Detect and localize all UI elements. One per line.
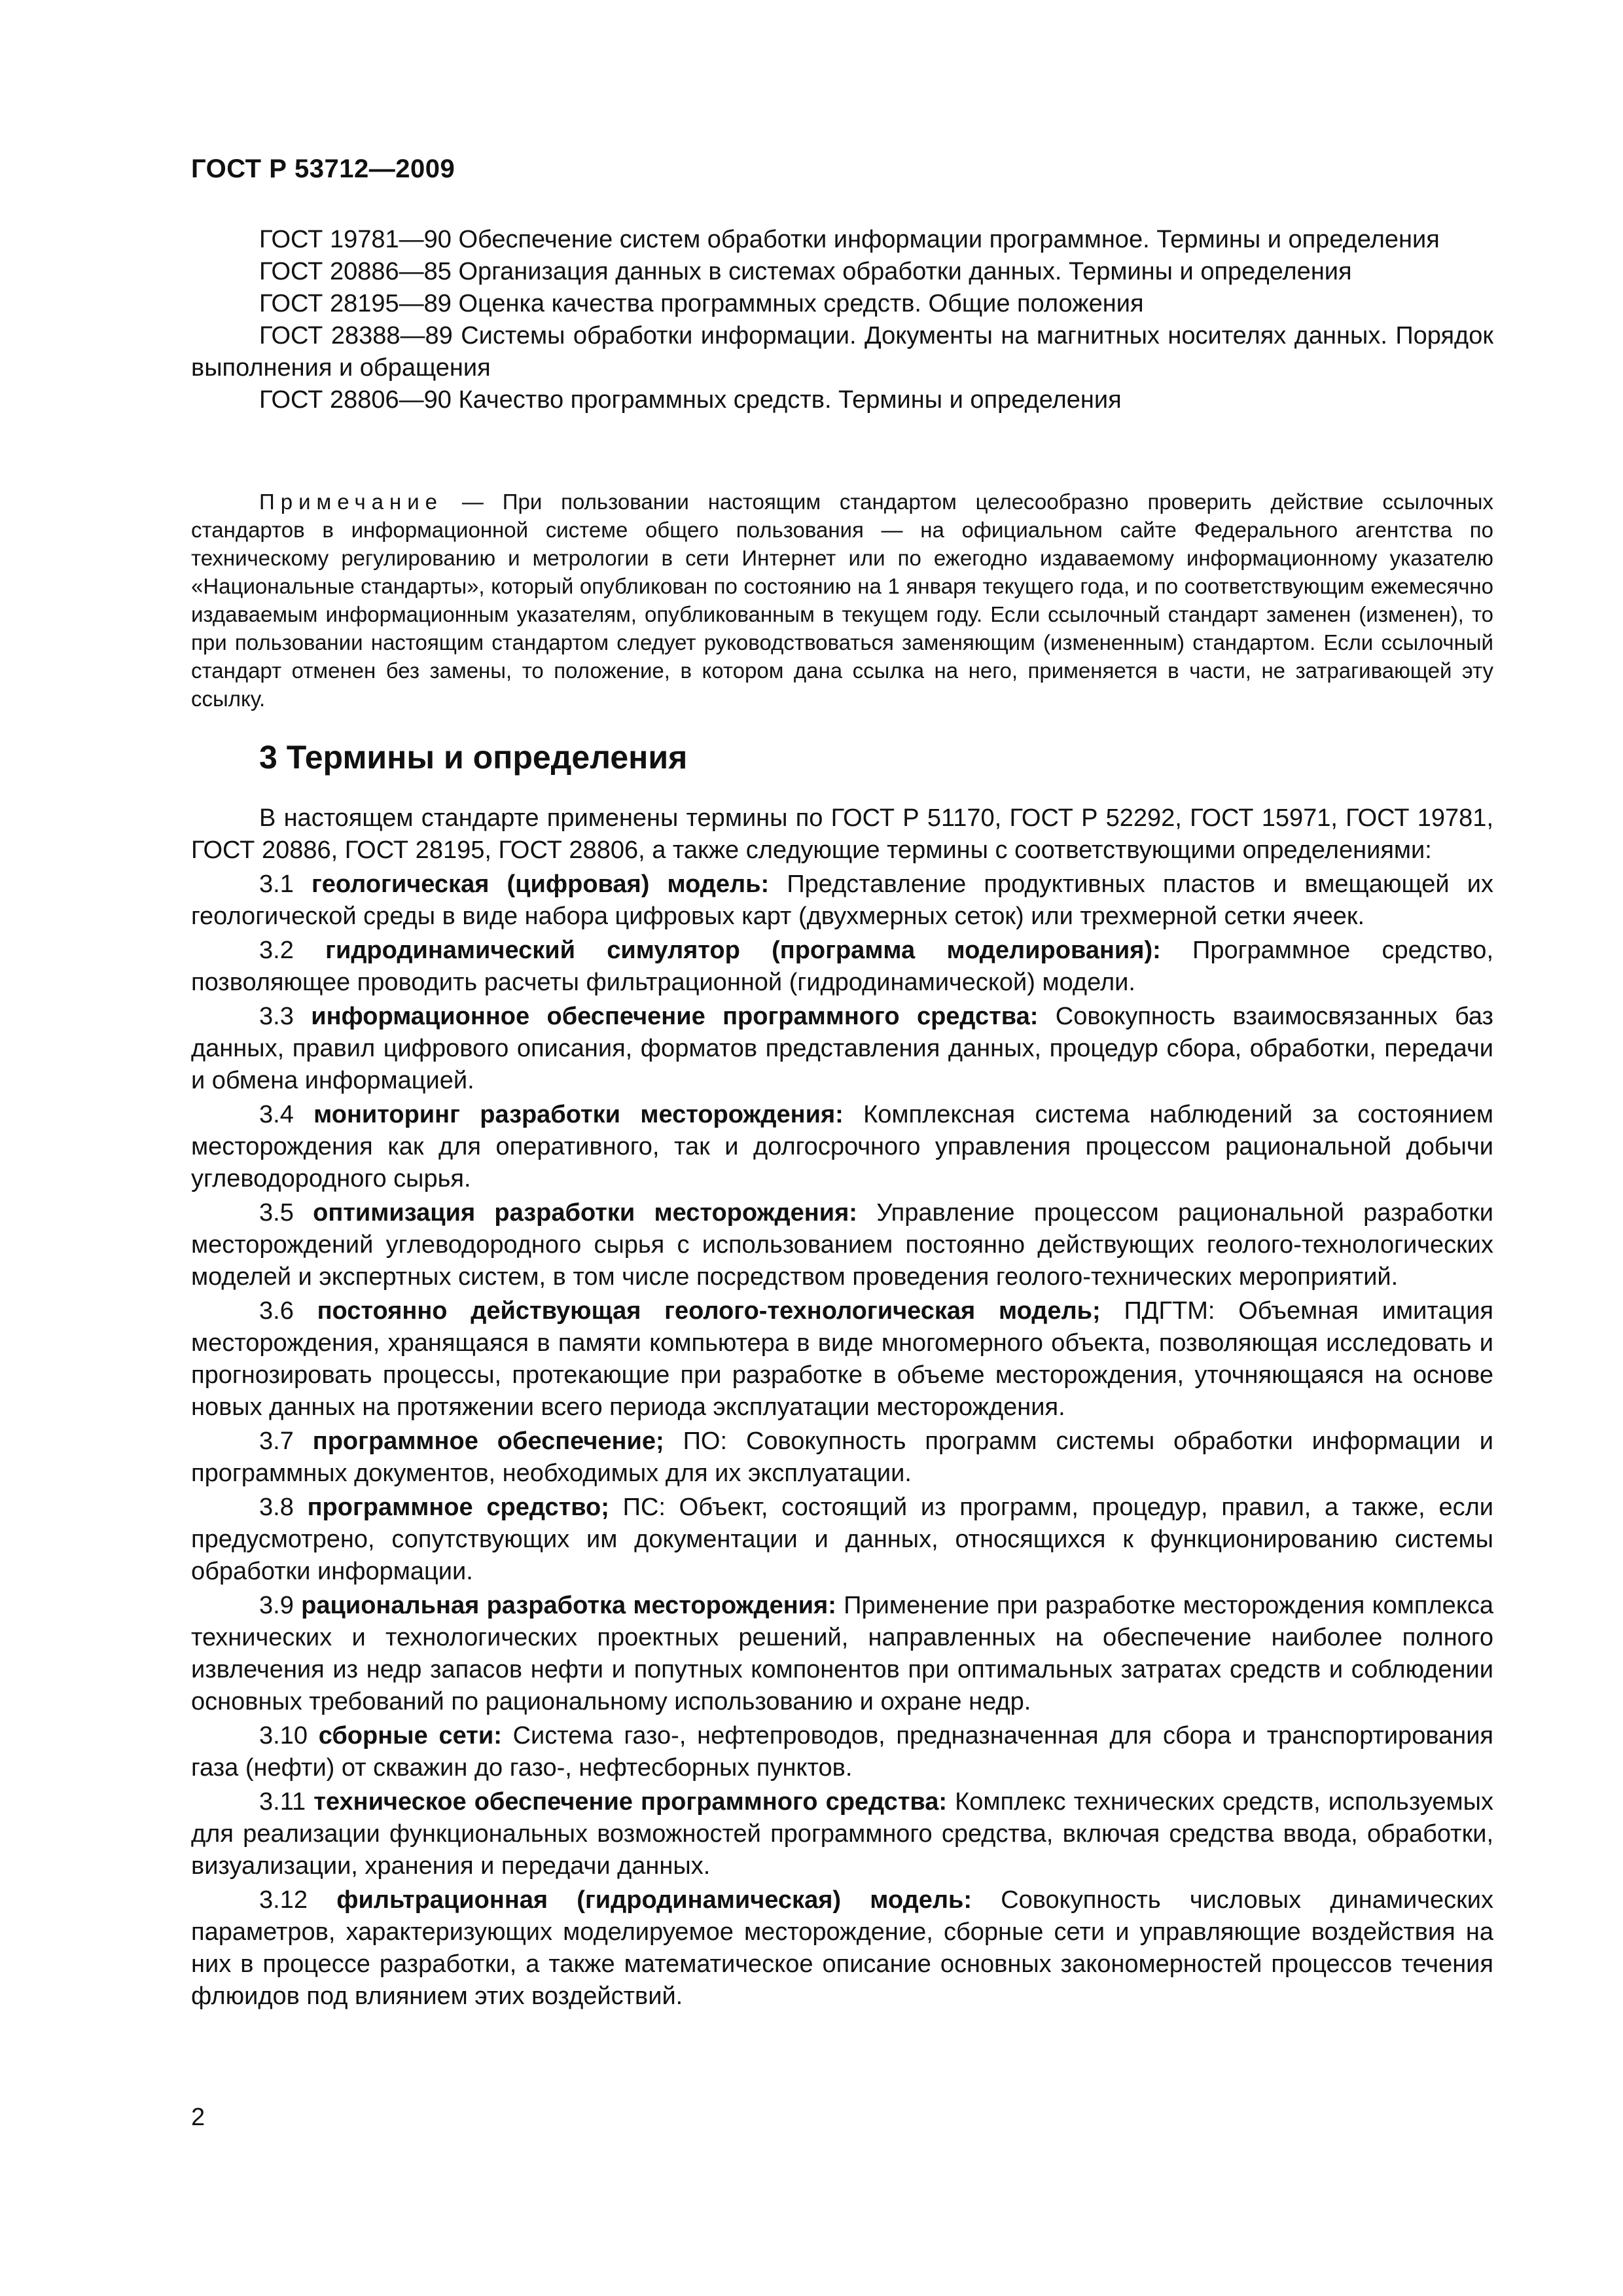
term-entry bbox=[191, 869, 1493, 933]
document-id-header: ГОСТ Р 53712—2009 bbox=[191, 154, 455, 183]
term-name: фильтрационная (гидродинамическая) модель: bbox=[336, 1886, 972, 1914]
reference-item: ГОСТ 28806—90 Качество программных средств. Термины и определения bbox=[259, 386, 1122, 414]
normative-references-list bbox=[191, 224, 1493, 416]
section-title: 3 Термины и определения bbox=[259, 739, 688, 776]
reference-item: ГОСТ 19781—90 Обеспечение систем обработки информации программное. Термины и определения bbox=[259, 226, 1440, 253]
term-definition: Представление продуктивных пластов и вмещающей их геологической среды в виде набора цифровых карт (двухмерных сеток) или трехмерной сетки ячеек. bbox=[191, 870, 1493, 930]
term-entry bbox=[191, 1001, 1493, 1097]
note-label: Примечание bbox=[259, 490, 444, 514]
term-number: 3.9 bbox=[259, 1592, 294, 1619]
term-number: 3.2 bbox=[259, 937, 294, 964]
term-definition: Совокупность числовых динамических параметров, характеризующих моделируемое месторождение, сборные сети и управляющие воздействия на них в процессе разработки, а также математическое описание основных закономерностей процессов течения флюидов под влиянием этих воздействий. bbox=[191, 1886, 1493, 2010]
term-definition: Комплексная система наблюдений за состоянием месторождения как для оперативного, так и долгосрочного управления процессом рациональной добычи углеводородного сырья. bbox=[191, 1101, 1493, 1193]
term-definition: Совокупность взаимосвязанных баз данных, правил цифрового описания, форматов представления данных, процедур сбора, обработки, передачи и обмена информацией. bbox=[191, 1003, 1493, 1094]
term-number: 3.7 bbox=[259, 1427, 294, 1455]
term-name: оптимизация разработки месторождения: bbox=[313, 1199, 857, 1227]
term-definition: ПДГТМ: Объемная имитация месторождения, хранящаяся в памяти компьютера в виде многомерного объекта, позволяющая исследовать и прогнозировать процессы, протекающие при разработке в объеме месторождения, уточняющаяся на основе новых данных на протяжении всего периода эксплуатации месторождения. bbox=[191, 1297, 1494, 1421]
term-definition: ПС: Объект, состоящий из программ, процедур, правил, а также, если предусмотрено, сопутствующих им документации и данных, относящихся к функционированию системы обработки информации. bbox=[191, 1494, 1493, 1585]
term-entry bbox=[191, 1720, 1493, 1784]
term-name: техническое обеспечение программного средства: bbox=[313, 1788, 948, 1816]
term-entry bbox=[191, 1786, 1493, 1882]
term-number: 3.12 bbox=[259, 1886, 308, 1914]
term-number: 3.1 bbox=[259, 870, 294, 898]
term-name: информационное обеспечение программного средства: bbox=[311, 1003, 1039, 1030]
term-number: 3.6 bbox=[259, 1297, 294, 1325]
term-entry bbox=[191, 1492, 1493, 1588]
term-entry bbox=[191, 1884, 1493, 2013]
term-name: постоянно действующая геолого-технологическая модель; bbox=[317, 1297, 1101, 1325]
term-definition: Применение при разработке месторождения комплекса технических и технологических проектных решений, направленных на обеспечение наиболее полного извлечения из недр запасов нефти и попутных компонентов при оптимальных затратах средств и соблюдении основных требований по рациональному использованию и охране недр. bbox=[191, 1592, 1493, 1715]
term-definition: Комплекс технических средств, используемых для реализации функциональных возможностей программного средства, включая средства ввода, обработки, визуализации, хранения и передачи данных. bbox=[191, 1788, 1493, 1880]
term-definition: ПО: Совокупность программ системы обработки информации и программных документов, необходимых для их эксплуатации. bbox=[191, 1427, 1493, 1487]
page-number: 2 bbox=[191, 2104, 205, 2131]
term-number: 3.11 bbox=[259, 1788, 306, 1816]
term-name: программное средство; bbox=[307, 1494, 609, 1521]
term-entry bbox=[191, 1590, 1493, 1718]
term-entry bbox=[191, 1197, 1493, 1293]
term-definition: Система газо-, нефтепроводов, предназначенная для сбора и транспортирования газа (нефти) от скважин до газо-, нефтесборных пунктов. bbox=[191, 1722, 1494, 1782]
term-definition: Программное средство, позволяющее проводить расчеты фильтрационной (гидродинамической) модели. bbox=[191, 937, 1493, 996]
note-text: — При пользовании настоящим стандартом целесообразно проверить действие ссылочных стандартов в информационной системе общего пользования — на официальном сайте Федерального агентства по техническому регулированию и метрологии в сети Интернет или по ежегодно издаваемому информационному указателю «Национальные стандарты», который опубликован по состоянию на 1 января текущего года, и по соответствующим ежемесячно издаваемым информационным указателям, опубликованным в текущем году. Если ссылочный стандарт заменен (изменен), то при пользовании настоящим стандартом следует руководствоваться заменяющим (измененным) стандартом. Если ссылочный стандарт отменен без замены, то положение, в котором дана ссылка на него, применяется в части, не затрагивающей эту ссылку. bbox=[191, 490, 1493, 711]
term-number: 3.4 bbox=[259, 1101, 294, 1128]
term-entry bbox=[191, 1426, 1493, 1490]
term-name: гидродинамический симулятор (программа моделирования): bbox=[325, 937, 1161, 964]
term-entry bbox=[191, 935, 1493, 999]
term-definition: Управление процессом рациональной разработки месторождений углеводородного сырья с использованием постоянно действующих геолого-технологических моделей и экспертных систем, в том числе посредством проведения геолого-технических мероприятий. bbox=[191, 1199, 1494, 1291]
reference-item: ГОСТ 20886—85 Организация данных в системах обработки данных. Термины и определения bbox=[259, 258, 1352, 285]
reference-item: ГОСТ 28388—89 Системы обработки информации. Документы на магнитных носителях данных. Порядок выполнения и обращения bbox=[191, 322, 1493, 382]
term-name: рациональная разработка месторождения: bbox=[301, 1592, 836, 1619]
section-intro: В настоящем стандарте применены термины по ГОСТ Р 51170, ГОСТ Р 52292, ГОСТ 15971, ГОСТ 19781, ГОСТ 20886, ГОСТ 28195, ГОСТ 28806, а также следующие термины с соответствующими определениями: bbox=[191, 804, 1493, 864]
terms-list bbox=[191, 802, 1493, 2015]
term-name: геологическая (цифровая) модель: bbox=[311, 870, 770, 898]
term-number: 3.5 bbox=[259, 1199, 294, 1227]
term-name: мониторинг разработки месторождения: bbox=[313, 1101, 844, 1128]
term-number: 3.8 bbox=[259, 1494, 294, 1521]
term-entry bbox=[191, 1295, 1493, 1424]
term-number: 3.3 bbox=[259, 1003, 294, 1030]
term-name: программное обеспечение; bbox=[312, 1427, 664, 1455]
reference-item: ГОСТ 28195—89 Оценка качества программных средств. Общие положения bbox=[259, 290, 1144, 317]
term-name: сборные сети: bbox=[318, 1722, 502, 1749]
note-paragraph bbox=[191, 488, 1493, 713]
term-number: 3.10 bbox=[259, 1722, 308, 1749]
term-entry bbox=[191, 1099, 1493, 1195]
